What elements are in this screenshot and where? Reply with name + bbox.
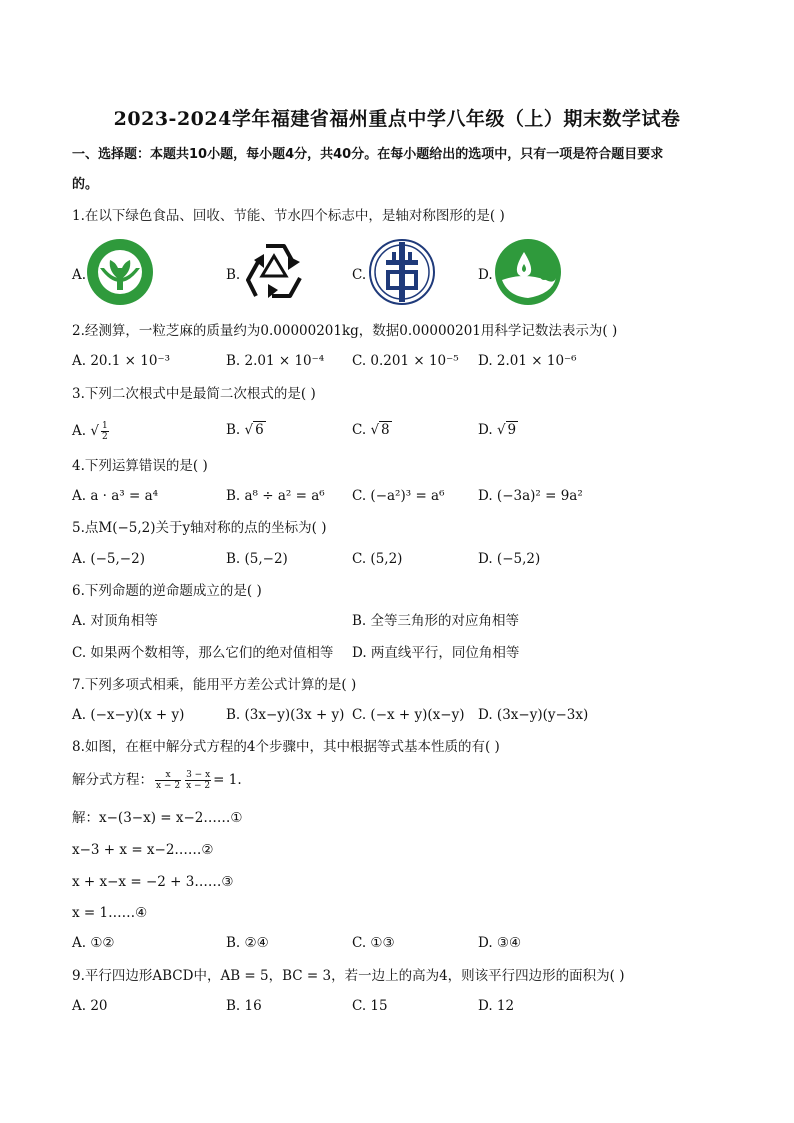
sqrt-sign-icon: √ 8 <box>370 422 390 438</box>
q8-fraction-1 <box>155 770 181 791</box>
water-saving-logo-icon <box>494 238 562 306</box>
q6-option-a: A. 对顶角相等 <box>72 613 158 629</box>
q1-label-a: A. <box>72 267 87 283</box>
recycle-logo-icon <box>242 238 308 304</box>
q2-option-b: B. 2.01 × 10⁻⁴ <box>226 353 325 369</box>
q5-option-d: D. (−5,2) <box>478 551 541 567</box>
q8-step-2: x−3 + x = x−2……② <box>72 842 214 858</box>
q4-option-b: B. a⁸ ÷ a² = a⁶ <box>226 488 325 504</box>
q2-option-d: D. 2.01 × 10⁻⁶ <box>478 353 577 369</box>
q5-stem: 5.点M(−5,2)关于y轴对称的点的坐标为( ) <box>72 520 327 536</box>
q8-equation-suffix: = 1. <box>213 772 242 788</box>
q3-label-a: A. <box>72 423 87 439</box>
fraction-denominator: x − 2 <box>186 781 211 791</box>
q2-option-a: A. 20.1 × 10⁻³ <box>72 353 171 369</box>
q3-radicand-b: 6 <box>255 422 264 438</box>
q1-label-d: D. <box>478 267 493 283</box>
sqrt-sign-icon: √ <box>90 423 99 439</box>
fraction-numerator: 3 − x <box>186 770 211 780</box>
fraction-numerator: 1 <box>101 421 108 431</box>
q4-option-a: A. a · a³ = a⁴ <box>72 488 159 504</box>
q3-fraction <box>101 421 109 442</box>
q3-option-a <box>72 421 111 442</box>
q8-fraction-2 <box>185 770 211 791</box>
q8-option-d: D. ③④ <box>478 935 522 951</box>
fraction-numerator: x <box>155 770 181 781</box>
q7-option-c: C. (−x + y)(x−y) <box>352 707 465 723</box>
q3-option-b <box>226 421 266 439</box>
q1-stem: 1.在以下绿色食品、回收、节能、节水四个标志中，是轴对称图形的是( ) <box>72 208 505 224</box>
q3-label-c: C. <box>352 422 367 438</box>
q8-option-b: B. ②④ <box>226 935 269 951</box>
q3-radicand-c: 8 <box>381 422 390 438</box>
section-heading-line2: 的。 <box>72 177 99 192</box>
q5-option-b: B. (5,−2) <box>226 551 288 567</box>
q8-step-4: x = 1……④ <box>72 905 148 921</box>
q2-option-c: C. 0.201 × 10⁻⁵ <box>352 353 459 369</box>
q3-label-d: D. <box>478 422 493 438</box>
q8-option-a: A. ①② <box>72 935 115 951</box>
fraction-denominator: x − 2 <box>156 781 181 791</box>
q3-option-d <box>478 421 518 439</box>
q1-label-c: C. <box>352 267 367 283</box>
sqrt-sign-icon: √ 6 <box>244 422 264 438</box>
q7-stem: 7.下列多项式相乘，能用平方差公式计算的是( ) <box>72 677 357 693</box>
q4-option-c: C. (−a²)³ = a⁶ <box>352 488 445 504</box>
section-heading-line1: 一、选择题：本题共10小题，每小题4分，共40分。在每小题给出的选项中，只有一项是符合题目要求 <box>72 147 664 162</box>
q7-option-d: D. (3x−y)(y−3x) <box>478 707 589 723</box>
q8-equation-prefix: 解分式方程： <box>72 772 153 788</box>
green-food-logo-icon <box>86 238 154 306</box>
q2-stem: 2.经测算，一粒芝麻的质量约为0.00000201kg，数据0.00000201用科学记数法表示为( ) <box>72 323 618 339</box>
q6-stem: 6.下列命题的逆命题成立的是( ) <box>72 583 262 599</box>
sqrt-sign-icon: √ 9 <box>496 422 517 438</box>
q8-step-3: x + x−x = −2 + 3……③ <box>72 874 234 890</box>
q6-option-c: C. 如果两个数相等，那么它们的绝对值相等 <box>72 645 334 661</box>
q9-option-a: A. 20 <box>72 998 108 1014</box>
q8-option-c: C. ①③ <box>352 935 395 951</box>
q7-option-a: A. (−x−y)(x + y) <box>72 707 185 723</box>
q7-option-b: B. (3x−y)(3x + y) <box>226 707 345 723</box>
q9-option-b: B. 16 <box>226 998 262 1014</box>
q4-option-d: D. (−3a)² = 9a² <box>478 488 583 504</box>
q8-stem: 8.如图，在框中解分式方程的4个步骤中，其中根据等式基本性质的有( ) <box>72 739 500 755</box>
q5-option-c: C. (5,2) <box>352 551 403 567</box>
q3-label-b: B. <box>226 422 241 438</box>
q8-equation <box>72 770 242 791</box>
q4-stem: 4.下列运算错误的是( ) <box>72 458 208 474</box>
q9-option-d: D. 12 <box>478 998 515 1014</box>
energy-saving-logo-icon <box>368 238 436 306</box>
q3-option-c <box>352 421 392 439</box>
q8-step-1: 解：x−(3−x) = x−2……① <box>72 810 243 826</box>
q6-option-d: D. 两直线平行，同位角相等 <box>352 645 520 661</box>
q6-option-b: B. 全等三角形的对应角相等 <box>352 613 520 629</box>
page-title: 2023-2024学年福建省福州重点中学八年级（上）期末数学试卷 <box>113 108 681 130</box>
q9-stem: 9.平行四边形ABCD中，AB = 5，BC = 3，若一边上的高为4，则该平行四边形的面积为( ) <box>72 968 625 984</box>
fraction-denominator: 2 <box>101 432 108 442</box>
q1-label-b: B. <box>226 267 241 283</box>
q3-radicand-d: 9 <box>507 422 517 438</box>
q5-option-a: A. (−5,−2) <box>72 551 145 567</box>
q3-stem: 3.下列二次根式中是最简二次根式的是( ) <box>72 386 316 402</box>
q9-option-c: C. 15 <box>352 998 388 1014</box>
